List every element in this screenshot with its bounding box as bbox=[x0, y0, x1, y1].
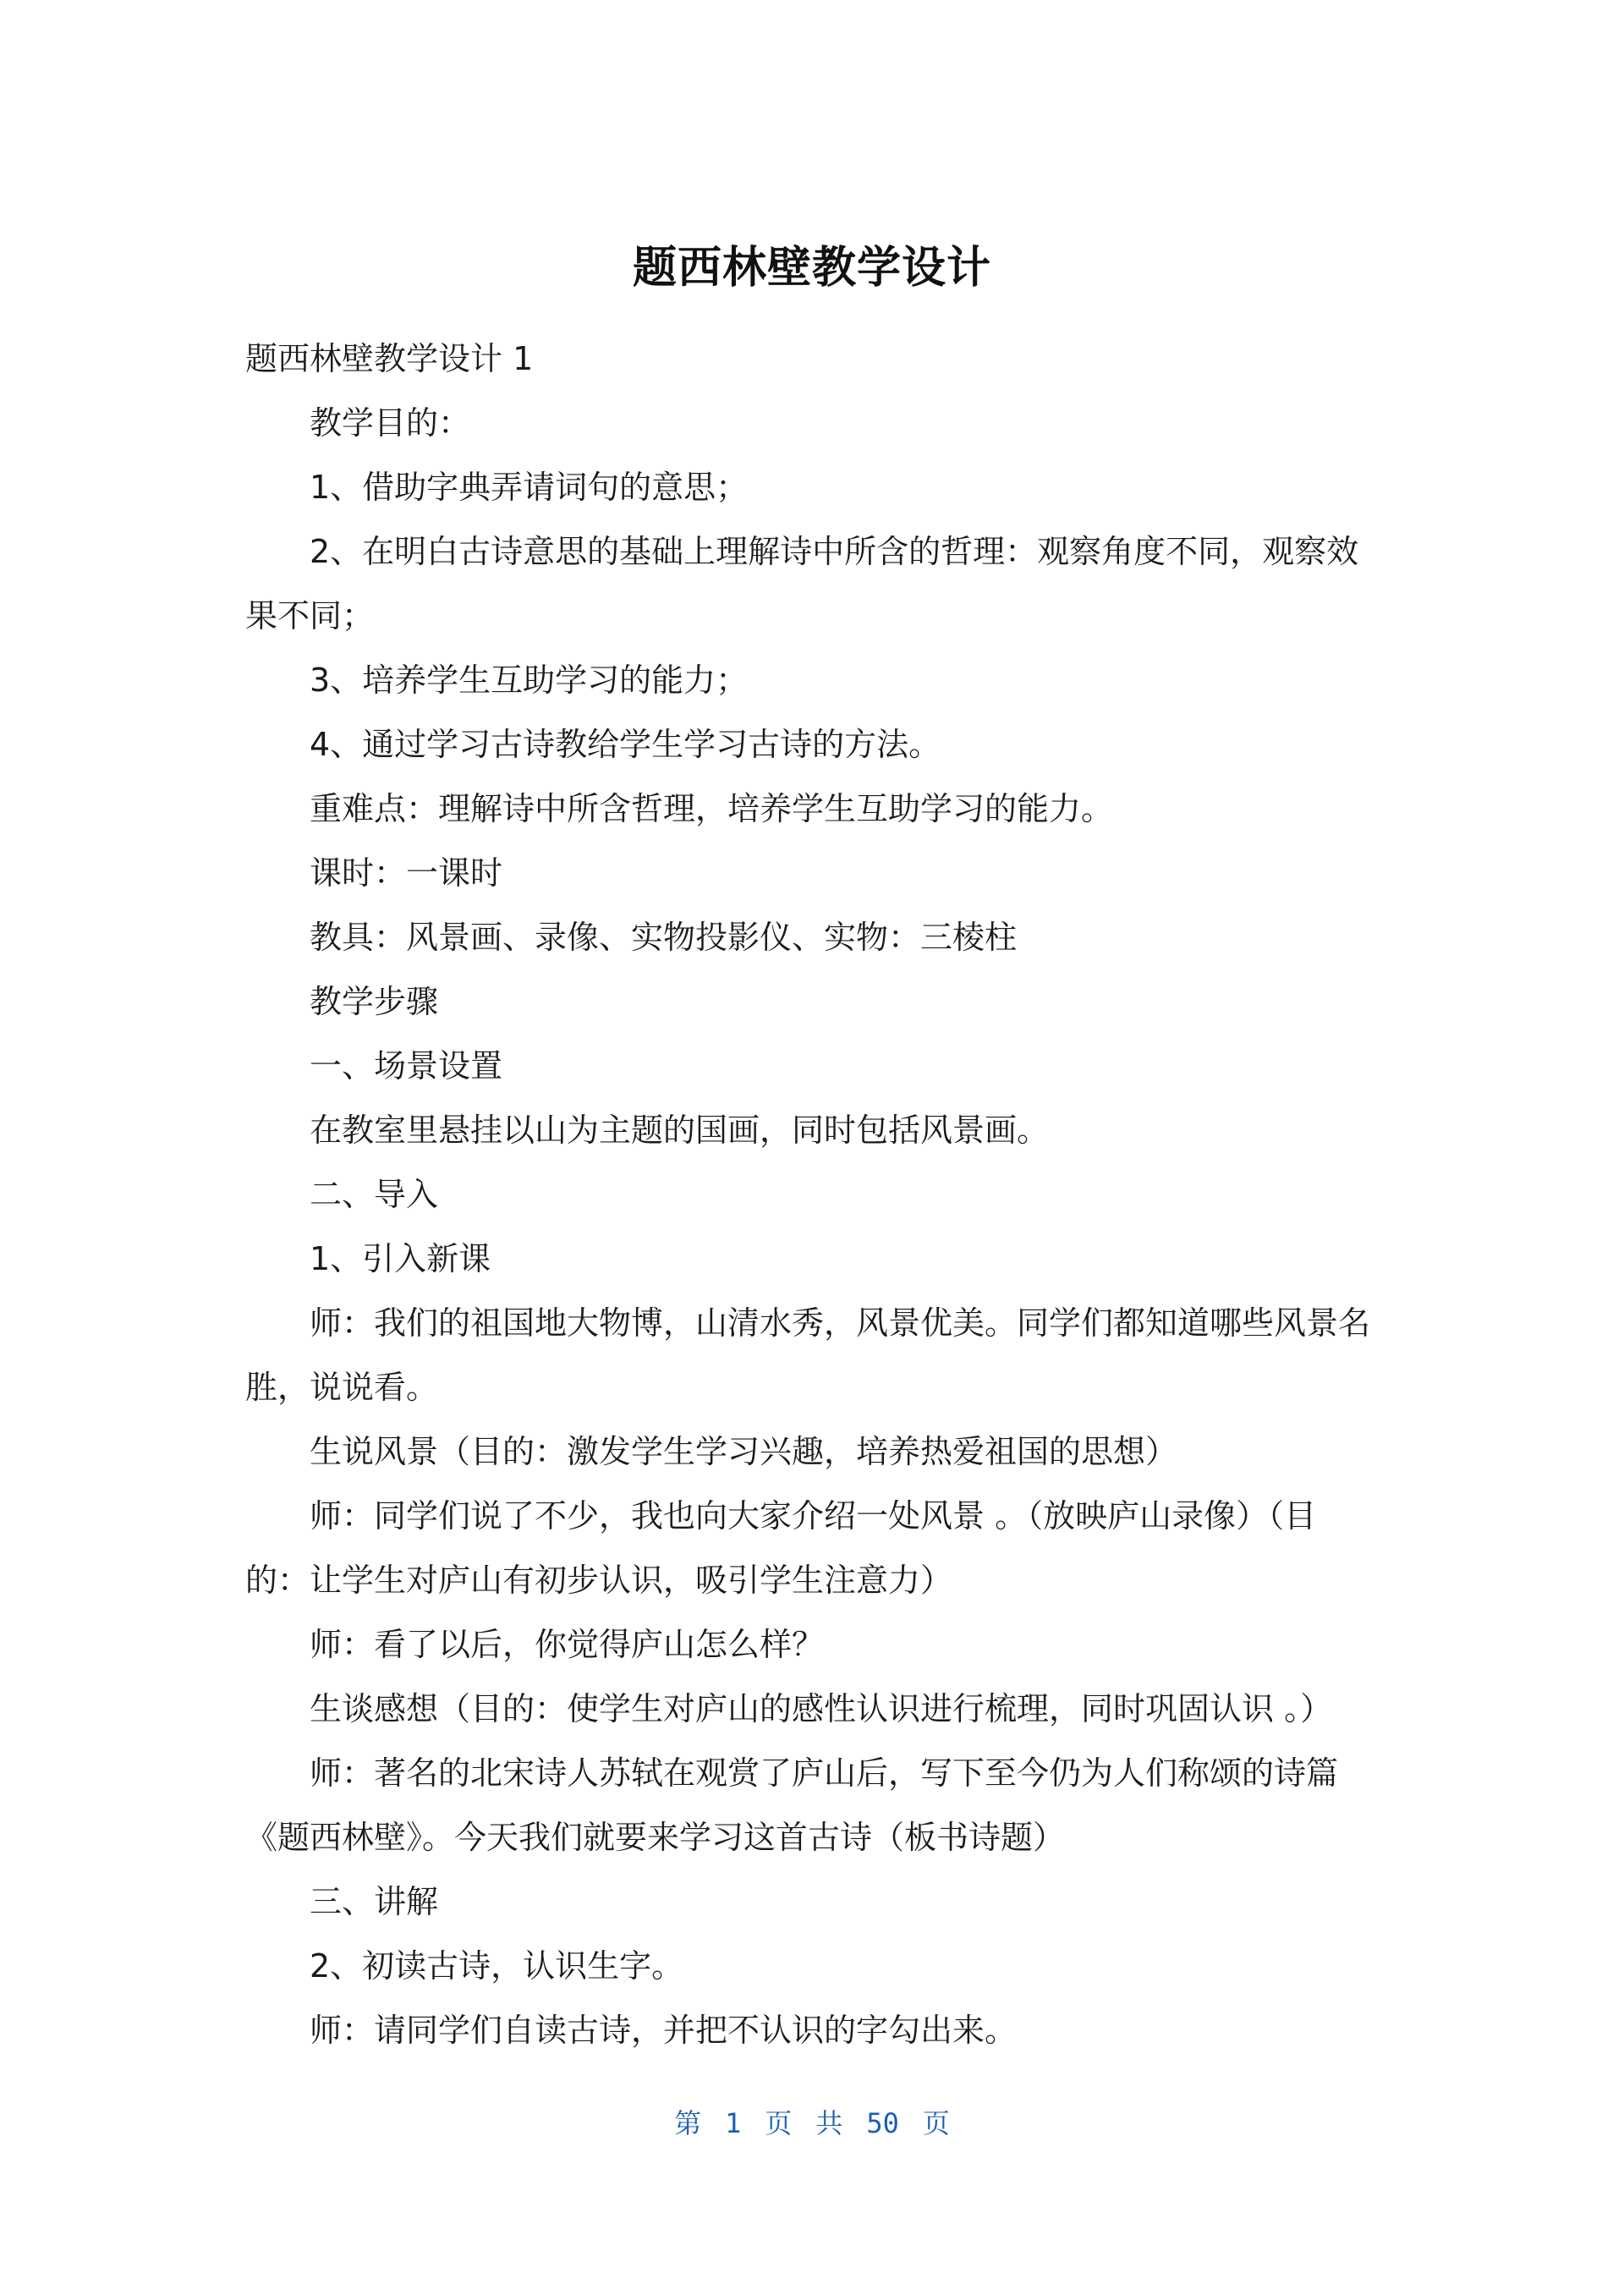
paragraph: 课时：一课时 bbox=[310, 854, 503, 892]
page-number-part: 1 bbox=[725, 2107, 742, 2139]
page-number-part: 页 bbox=[922, 2107, 950, 2139]
paragraph: 教具：风景画、录像、实物投影仪、实物：三棱柱 bbox=[310, 919, 1018, 956]
paragraph: 教学目的： bbox=[310, 404, 471, 442]
paragraph: 三、讲解 bbox=[310, 1883, 439, 1920]
paragraph: 师：请同学们自读古诗，并把不认识的字勾出来。 bbox=[310, 2012, 1018, 2049]
paragraph: 2、初读古诗，认识生字。 bbox=[310, 1947, 684, 1985]
paragraph: 题西林壁教学设计 1 bbox=[245, 340, 534, 377]
page-number-part: 第 bbox=[674, 2107, 702, 2139]
document-title: 题西林壁教学设计 bbox=[632, 243, 991, 294]
paragraph: 教学步骤 bbox=[310, 983, 439, 1020]
paragraph: 师：同学们说了不少，我也向大家介绍一处风景 。（放映庐山录像）（目的：让学生对庐山有初步认识，吸引学生注意力） bbox=[245, 1497, 1317, 1599]
document-body bbox=[245, 327, 1379, 2062]
paragraph: 师：看了以后，你觉得庐山怎么样？ bbox=[310, 1626, 825, 1663]
paragraph: 4、通过学习古诗教给学生学习古诗的方法。 bbox=[310, 726, 941, 763]
paragraph: 师：著名的北宋诗人苏轼在观赏了庐山后，写下至今仍为人们称颂的诗篇《题西林壁》。今天我们就要来学习这首古诗（板书诗题） bbox=[245, 1754, 1339, 1856]
paragraph: 生谈感想（目的：使学生对庐山的感性认识进行梳理，同时巩固认识 。） bbox=[310, 1690, 1333, 1727]
paragraph: 二、导入 bbox=[310, 1176, 439, 1213]
paragraph: 在教室里悬挂以山为主题的国画，同时包括风景画。 bbox=[310, 1112, 1050, 1149]
page-footer bbox=[0, 2098, 1624, 2149]
paragraph: 一、场景设置 bbox=[310, 1047, 503, 1084]
paragraph: 重难点：理解诗中所含哲理，培养学生互助学习的能力。 bbox=[310, 790, 1114, 827]
paragraph: 1、引入新课 bbox=[310, 1240, 491, 1277]
page-number-part: 共 bbox=[815, 2107, 843, 2139]
page-number-part: 50 bbox=[866, 2107, 899, 2139]
paragraph: 生说风景（目的：激发学生学习兴趣，培养热爱祖国的思想） bbox=[310, 1433, 1178, 1470]
paragraph: 3、培养学生互助学习的能力； bbox=[310, 662, 749, 699]
paragraph: 师：我们的祖国地大物博，山清水秀，风景优美。同学们都知道哪些风景名胜，说说看。 bbox=[245, 1304, 1371, 1406]
paragraph: 1、借助字典弄请词句的意思； bbox=[310, 469, 749, 506]
paragraph: 2、在明白古诗意思的基础上理解诗中所含的哲理：观察角度不同，观察效果不同； bbox=[245, 533, 1359, 634]
page-number-part: 页 bbox=[765, 2107, 793, 2139]
